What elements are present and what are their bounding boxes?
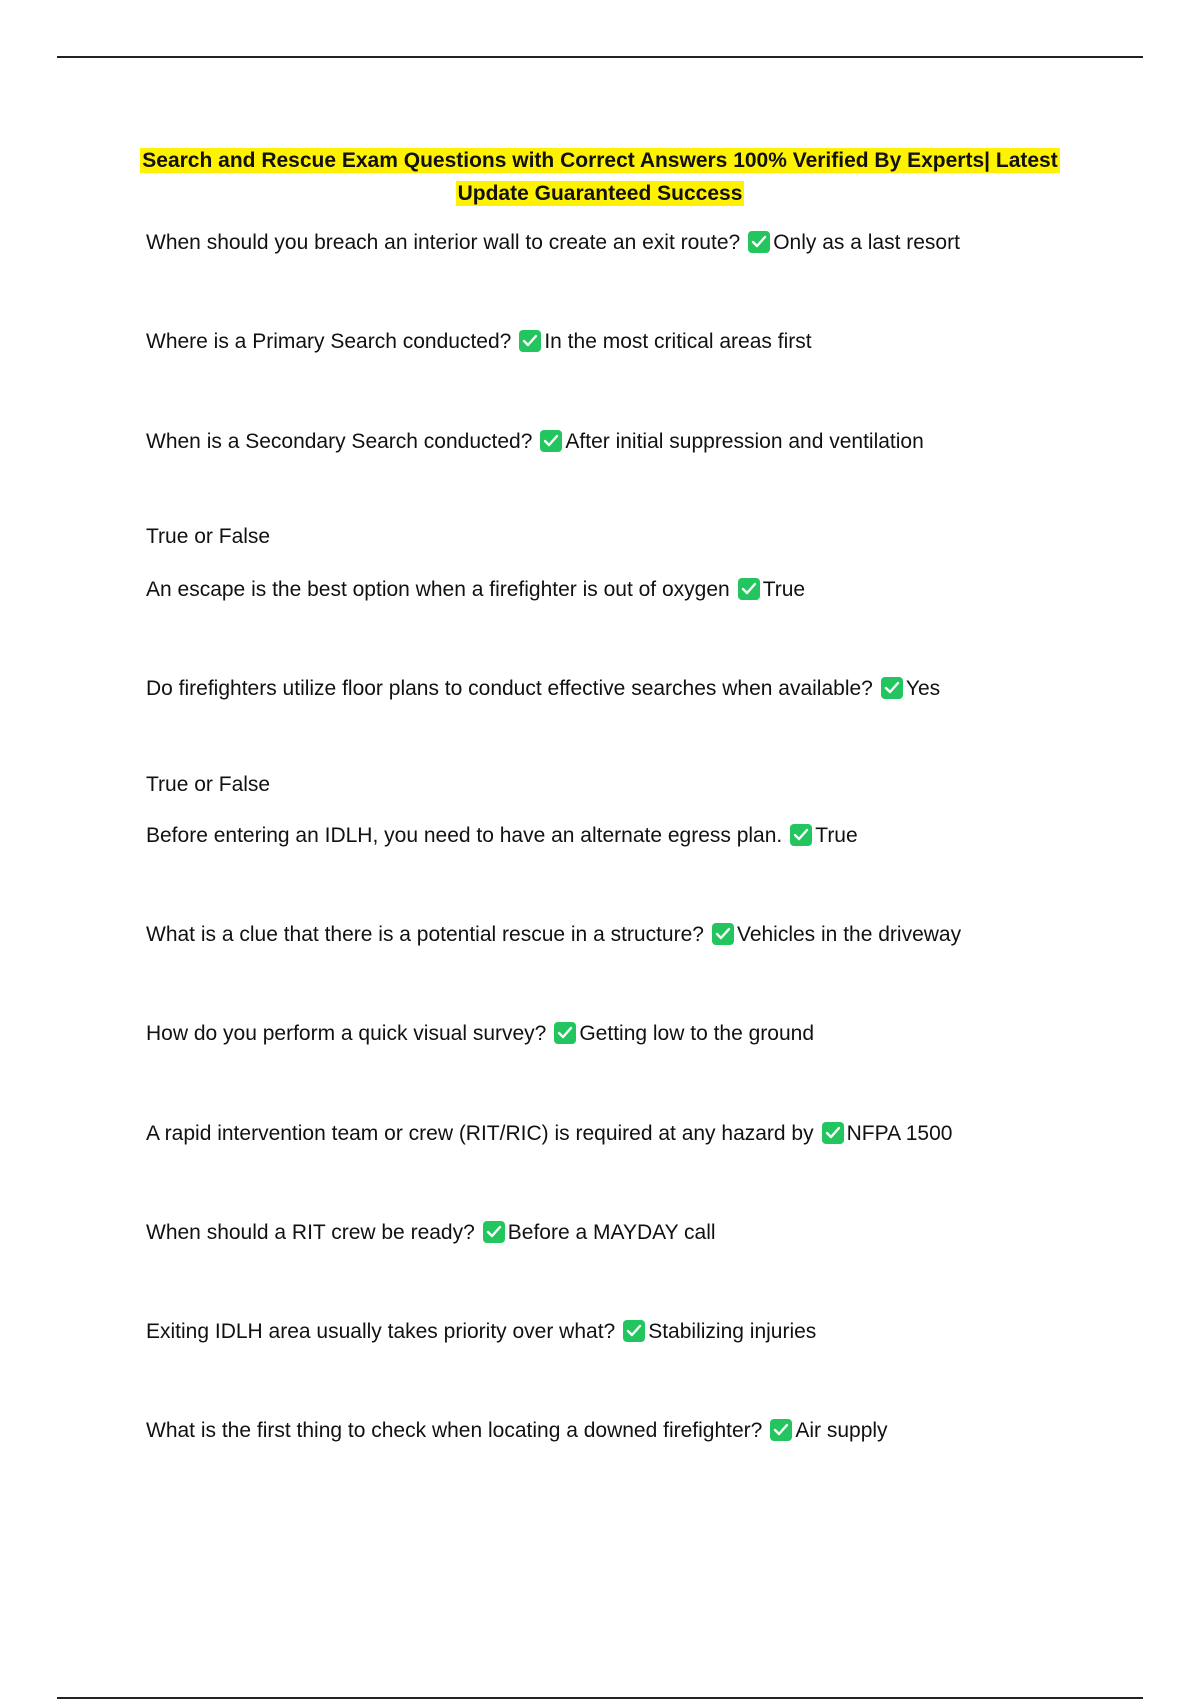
question-text: What is a clue that there is a potential rescue in a structure? bbox=[146, 923, 704, 946]
answer-text: Getting low to the ground bbox=[579, 1022, 814, 1045]
question-text: When is a Secondary Search conducted? bbox=[146, 430, 533, 453]
qa-item bbox=[146, 1120, 952, 1148]
answer-text: NFPA 1500 bbox=[846, 1122, 953, 1145]
answer-text: After initial suppression and ventilation bbox=[565, 430, 924, 453]
qa-item bbox=[146, 328, 812, 356]
qa-item bbox=[146, 675, 940, 703]
check-mark-icon bbox=[790, 824, 812, 846]
question-text: An escape is the best option when a firefighter is out of oxygen bbox=[146, 578, 730, 601]
qa-item bbox=[146, 1318, 816, 1346]
qa-item bbox=[146, 1219, 716, 1247]
qa-item bbox=[146, 576, 805, 604]
check-mark-icon bbox=[712, 923, 734, 945]
qa-item bbox=[146, 229, 960, 257]
check-mark-icon bbox=[540, 430, 562, 452]
question-text: Before entering an IDLH, you need to have an alternate egress plan. bbox=[146, 824, 783, 847]
answer-text: True bbox=[815, 824, 858, 847]
qa-item bbox=[146, 428, 924, 456]
answer-text: Air supply bbox=[795, 1419, 888, 1442]
check-mark-icon bbox=[554, 1022, 576, 1044]
qa-item bbox=[146, 921, 961, 949]
question-text: Do firefighters utilize floor plans to conduct effective searches when available? bbox=[146, 677, 873, 700]
question-text: A rapid intervention team or crew (RIT/RIC) is required at any hazard by bbox=[146, 1122, 814, 1145]
qa-item bbox=[146, 822, 858, 850]
question-prefix: True or False bbox=[146, 525, 271, 548]
answer-text: Stabilizing injuries bbox=[648, 1320, 817, 1343]
bottom-rule bbox=[57, 1697, 1143, 1699]
check-mark-icon bbox=[881, 677, 903, 699]
question-prefix: True or False bbox=[146, 773, 271, 796]
title-text: Search and Rescue Exam Questions with Correct Answers 100% Verified By Experts| Latest Update Guaranteed Success bbox=[142, 149, 1058, 205]
top-rule bbox=[57, 56, 1143, 58]
question-text: Where is a Primary Search conducted? bbox=[146, 330, 512, 353]
question-text: Exiting IDLH area usually takes priority over what? bbox=[146, 1320, 616, 1343]
check-mark-icon bbox=[822, 1122, 844, 1144]
qa-item bbox=[146, 1417, 888, 1445]
question-text: How do you perform a quick visual survey? bbox=[146, 1022, 547, 1045]
question-text: When should you breach an interior wall to create an exit route? bbox=[146, 231, 741, 254]
check-mark-icon bbox=[483, 1221, 505, 1243]
answer-text: Vehicles in the driveway bbox=[736, 923, 962, 946]
question-text: When should a RIT crew be ready? bbox=[146, 1221, 475, 1244]
check-mark-icon bbox=[738, 578, 760, 600]
check-mark-icon bbox=[748, 231, 770, 253]
check-mark-icon bbox=[623, 1320, 645, 1342]
answer-text: Yes bbox=[905, 677, 941, 700]
answer-text: True bbox=[762, 578, 806, 601]
question-text: What is the first thing to check when locating a downed firefighter? bbox=[146, 1419, 763, 1442]
page-title bbox=[110, 144, 1090, 210]
check-mark-icon bbox=[770, 1419, 792, 1441]
qa-item bbox=[146, 1020, 814, 1048]
answer-text: Only as a last resort bbox=[773, 231, 960, 254]
check-mark-icon bbox=[519, 330, 541, 352]
answer-text: Before a MAYDAY call bbox=[507, 1221, 716, 1244]
answer-text: In the most critical areas first bbox=[544, 330, 812, 353]
